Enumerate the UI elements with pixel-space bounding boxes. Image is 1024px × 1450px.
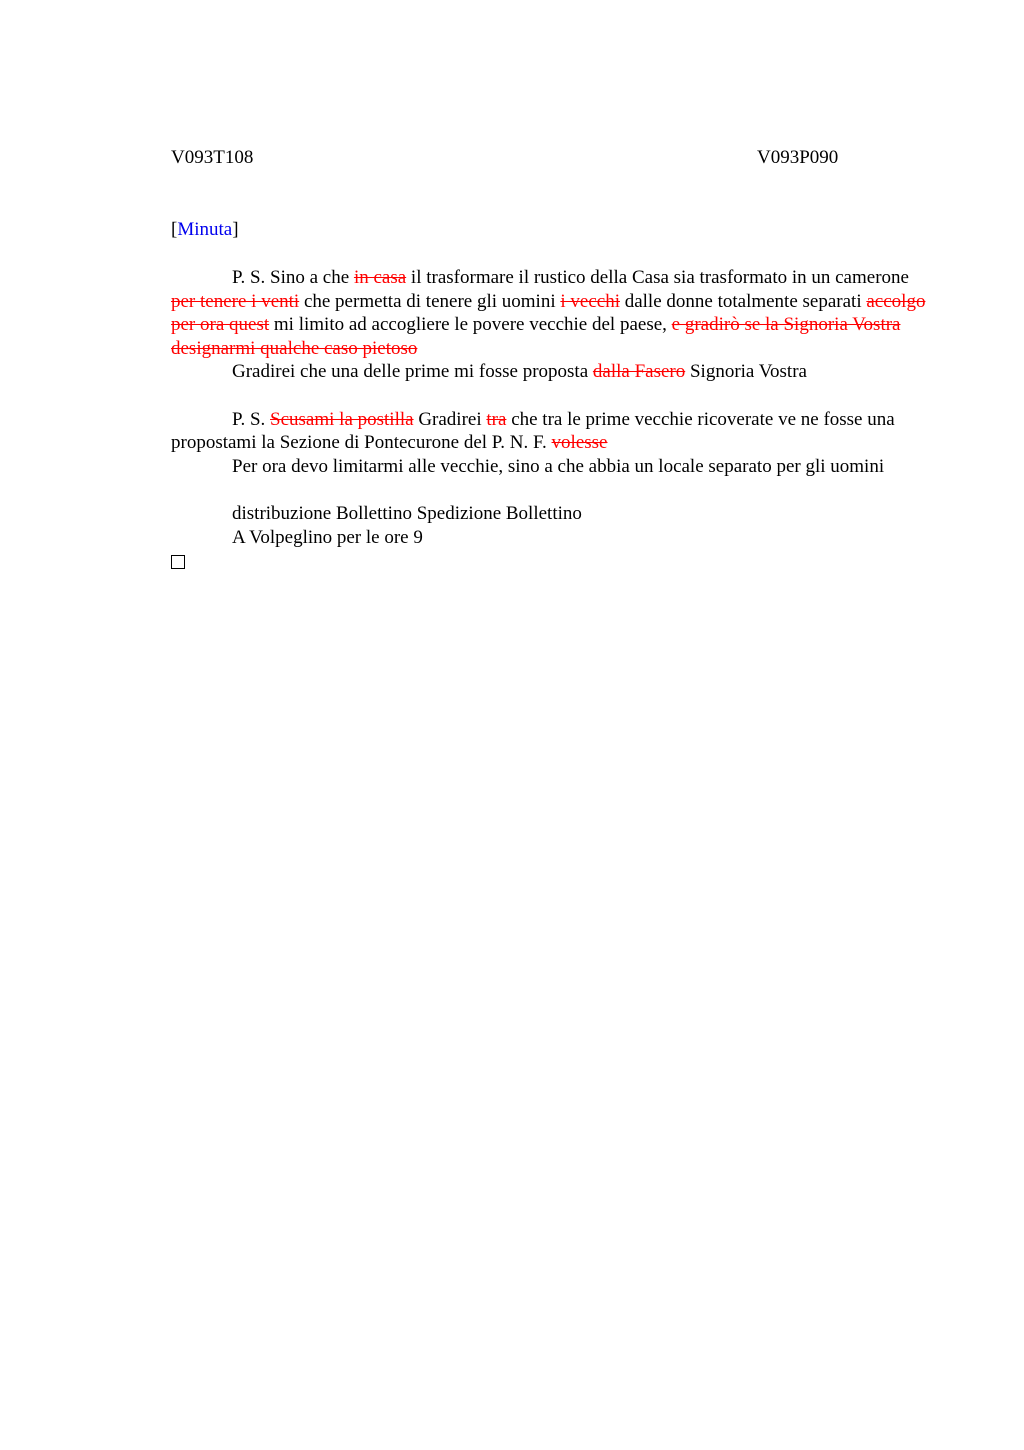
deleted-text: in casa (353, 267, 407, 288)
document-code-right: V093P090 (757, 147, 839, 168)
paragraph-gradirei (171, 360, 931, 384)
paragraph-postscript-2 (171, 408, 931, 455)
text-run: Gradirei (413, 408, 487, 430)
text-run: P. S. (232, 408, 271, 430)
label-open-bracket: [ (171, 219, 178, 240)
text-run: dalle donne totalmente separati (619, 290, 867, 312)
deleted-text: i vecchi (560, 290, 620, 312)
text-run: Per ora devo limitarmi alle vecchie, sino a che abbia un locale separato per gli uomini (232, 455, 885, 477)
text-run: P. S. Sino a che (232, 267, 354, 288)
end-marker (171, 549, 931, 576)
text-run: il trasformare il rustico della Casa sia trasformato in un camerone (406, 267, 909, 288)
deleted-text: per tenere i venti (171, 290, 300, 312)
paragraph-distribuzione (171, 502, 931, 526)
deleted-text: dalla Fasero (592, 361, 686, 383)
letter-body (171, 266, 931, 576)
label-close-bracket: ] (232, 219, 239, 240)
document-code-left: V093T108 (171, 147, 254, 168)
text-run: che tra le prime vecchie ricoverate ve ne fosse una propostami la Sezione di Pontecurone del P. N. F. (171, 408, 895, 454)
paragraph-volpeglino (171, 526, 931, 550)
minuta-label (171, 219, 239, 241)
text-run: Gradirei che una delle prime mi fosse proposta (232, 361, 593, 383)
label-text: Minuta (177, 219, 233, 240)
empty-square-icon (171, 555, 185, 569)
paragraph-postscript-1 (171, 266, 931, 360)
text-run: Signoria Vostra (685, 361, 807, 383)
paragraph-gap (171, 478, 931, 502)
paragraph-gap (171, 384, 931, 408)
text-run: distribuzione Bollettino Spedizione Bollettino (232, 502, 582, 524)
deleted-text: e gradirò se la Signoria Vostra designarmi qualche caso pietoso (171, 314, 901, 359)
deleted-text: Scusami la postilla (270, 408, 414, 430)
text-run: A Volpeglino per le ore 9 (232, 526, 423, 548)
deleted-text: volesse (551, 432, 608, 454)
text-run: mi limito ad accogliere le povere vecchie del paese, (269, 314, 672, 336)
deleted-text: tra (486, 408, 507, 430)
deleted-text: accolgo per ora quest (171, 290, 926, 336)
text-run: che permetta di tenere gli uomini (299, 290, 561, 312)
paragraph-per-ora (171, 455, 931, 479)
